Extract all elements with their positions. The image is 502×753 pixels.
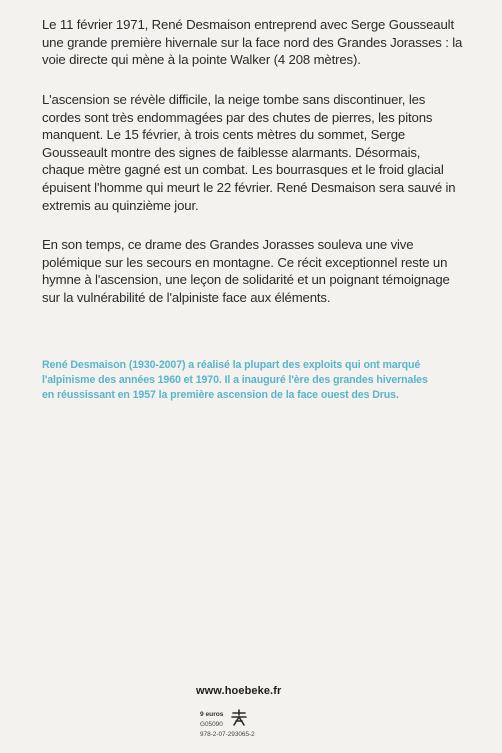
isbn-number: 978-2-07-293065-2 xyxy=(200,731,255,738)
blurb-paragraph-1: Le 11 février 1971, René Desmaison entreprend avec Serge Gousseault une grande première hivernale sur la face nord des Grandes Jorasses : la voie directe qui mène à la pointe Walker (4 208 mètres). xyxy=(42,17,463,68)
publisher-url: www.hoebeke.fr xyxy=(196,685,282,697)
author-bio: René Desmaison (1930-2007) a réalisé la plupart des exploits qui ont marqué l'alpinisme des années 1960 et 1970. Il a inauguré l'ère des grandes hivernales en réussissant en 1957 la première ascension de la face ouest des Drus. xyxy=(42,359,428,402)
product-code: G05090 xyxy=(200,721,223,728)
publisher-logo-icon xyxy=(229,709,249,727)
blurb-paragraph-3: En son temps, ce drame des Grandes Jorasses souleva une vive polémique sur les secours en montagne. Ce récit exceptionnel reste un hymne à l'ascension, une leçon de solidarité et un poignant témoignage sur la vulnérabilité de l'alpiniste face aux éléments. xyxy=(42,237,450,305)
blurb-paragraph-2: L'ascension se révèle difficile, la neige tombe sans discontinuer, les cordes sont très endommagées par des chutes de pierres, les pitons manquent. Le 15 février, à trois cents mètres du sommet, Serge Gousseault montre des signes de faiblesse alarmants. Désormais, chaque mètre gagné est un combat. Les bourrasques et le froid glacial épuisent l'homme qui meurt le 22 février. René Desmaison sera sauvé in extremis au quinzième jour. xyxy=(42,92,456,213)
price-label: 9 euros xyxy=(200,711,224,718)
